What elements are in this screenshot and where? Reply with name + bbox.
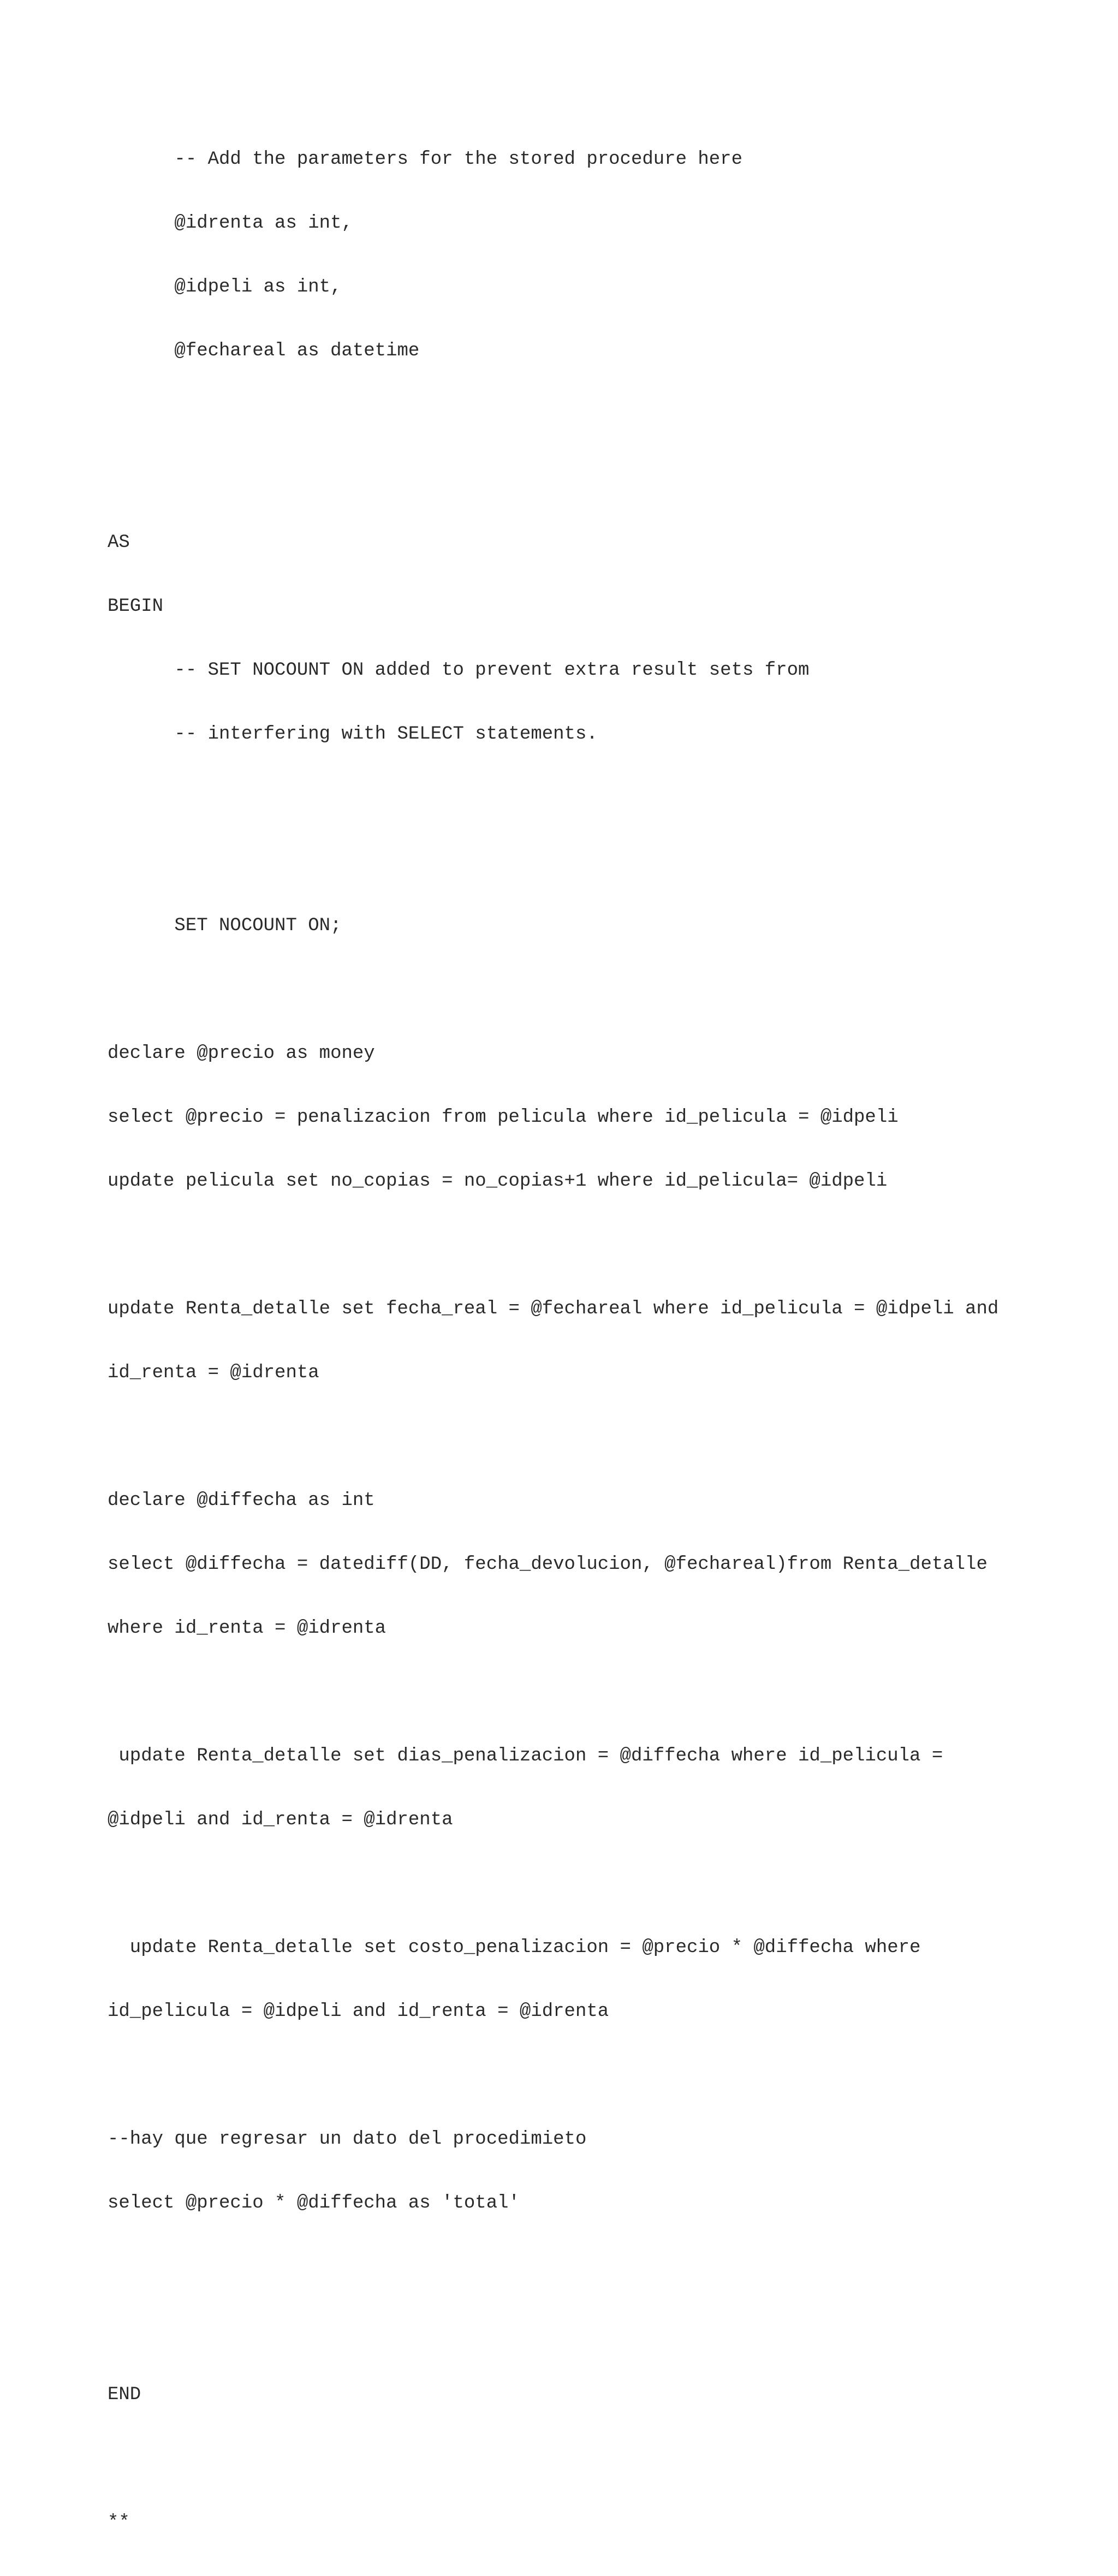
- code-line: @idpeli as int,: [108, 277, 342, 298]
- code-line: [108, 2065, 1036, 2086]
- code-line: --hay que regresar un dato del procedimieto: [108, 2129, 587, 2150]
- code-line: [108, 788, 1036, 809]
- code-line: SET NOCOUNT ON;: [108, 915, 342, 936]
- code-line: declare @diffecha as int: [108, 1490, 375, 1511]
- code-line: declare @precio as money: [108, 1043, 375, 1064]
- code-line: @idpeli and id_renta = @idrenta: [108, 1810, 453, 1830]
- code-line: id_pelicula = @idpeli and id_renta = @idrenta: [108, 2001, 609, 2022]
- code-line: [108, 852, 1036, 873]
- code-line: BEGIN: [108, 596, 164, 617]
- code-line: id_renta = @idrenta: [108, 1363, 319, 1383]
- code-line: @fechareal as datetime: [108, 341, 420, 361]
- code-line: select @precio * @diffecha as 'total': [108, 2193, 520, 2214]
- code-line: select @precio = penalizacion from pelicula where id_pelicula = @idpeli: [108, 1107, 899, 1128]
- code-line: AS: [108, 532, 130, 553]
- sql-code-block: [108, 106, 1036, 2576]
- code-line: update Renta_detalle set fecha_real = @fechareal where id_pelicula = @idpeli and: [108, 1299, 999, 1319]
- code-line: [108, 1682, 1036, 1703]
- code-line: [108, 468, 1036, 490]
- code-line: [108, 2321, 1036, 2342]
- code-line: [108, 2257, 1036, 2278]
- code-line: update pelicula set no_copias = no_copias+1 where id_pelicula= @idpeli: [108, 1171, 888, 1192]
- code-line: -- SET NOCOUNT ON added to prevent extra result sets from: [108, 660, 810, 681]
- code-line: -- interfering with SELECT statements.: [108, 724, 598, 745]
- code-line: END: [108, 2384, 141, 2405]
- code-line: [108, 1235, 1036, 1256]
- code-line: [108, 1873, 1036, 1895]
- code-line: [108, 1426, 1036, 1448]
- code-line: **: [108, 2512, 130, 2533]
- code-line: @idrenta as int,: [108, 213, 353, 234]
- code-line: [108, 979, 1036, 1001]
- code-line: [108, 2448, 1036, 2470]
- code-line: update Renta_detalle set costo_penalizacion = @precio * @diffecha where: [108, 1937, 921, 1958]
- code-line: [108, 404, 1036, 426]
- code-line: -- Add the parameters for the stored procedure here: [108, 149, 742, 170]
- code-line: where id_renta = @idrenta: [108, 1618, 386, 1639]
- code-line: update Renta_detalle set dias_penalizacion = @diffecha where id_pelicula =: [108, 1746, 943, 1766]
- code-line: select @diffecha = datediff(DD, fecha_devolucion, @fechareal)from Renta_detalle: [108, 1554, 988, 1575]
